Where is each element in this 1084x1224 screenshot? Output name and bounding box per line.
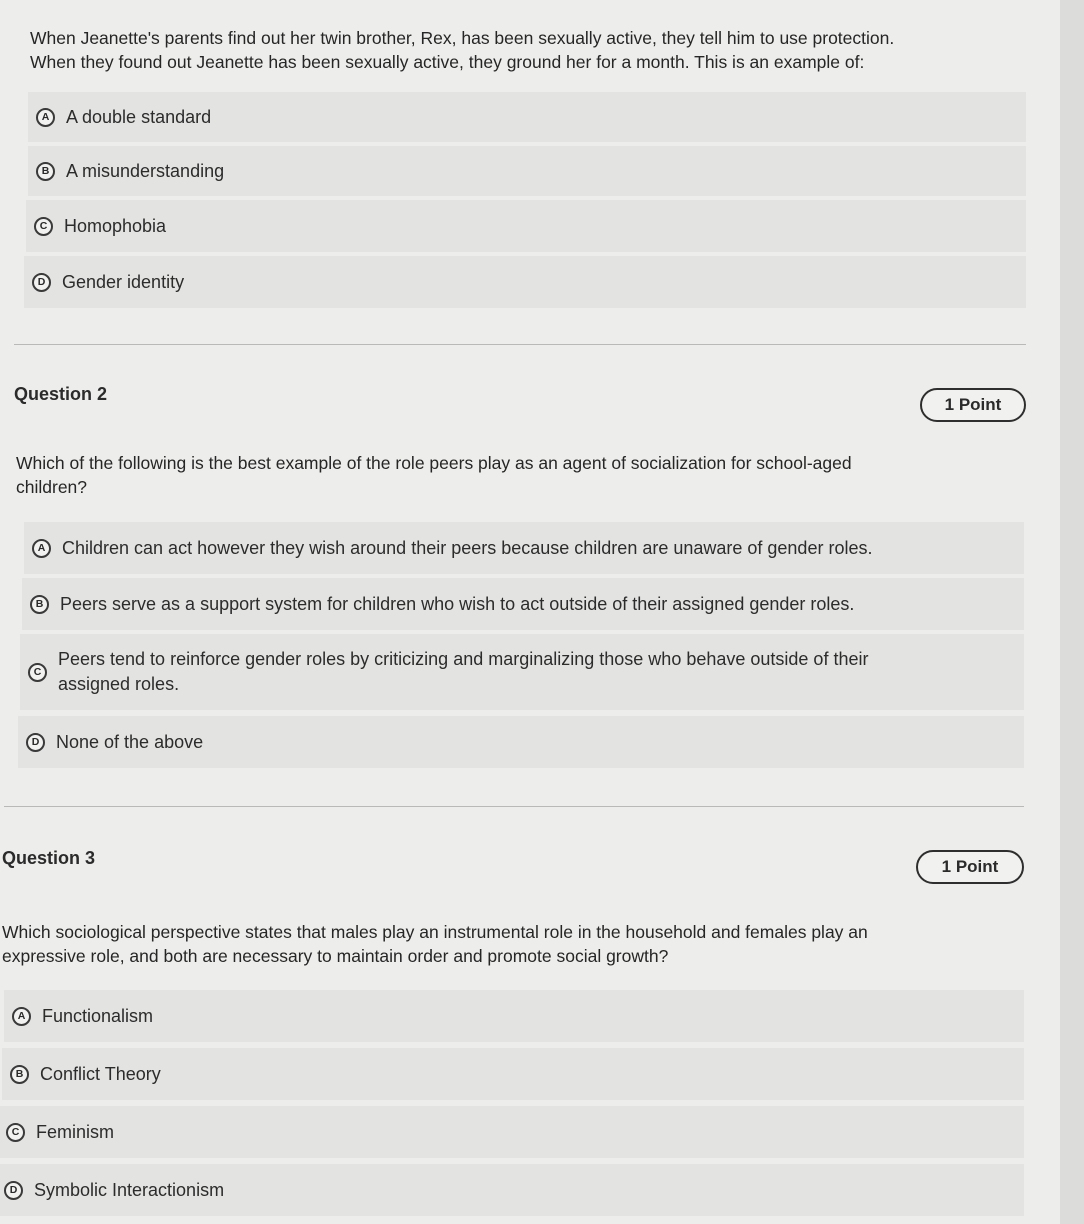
q3-choice-d[interactable] — [0, 1164, 1024, 1216]
q1-choice-d[interactable] — [24, 256, 1026, 308]
q1-choice-b[interactable] — [28, 146, 1026, 196]
q3-choice-c-label: Feminism — [36, 1121, 115, 1142]
q3-stem-line-1: Which sociological perspective states that males play an instrumental role in the household and females play an — [2, 922, 868, 942]
q2-choice-b[interactable] — [22, 578, 1024, 630]
q2-choice-b-label: Peers serve as a support system for children who wish to act outside of their assigned gender roles. — [60, 593, 855, 614]
q2-choice-b-radio[interactable]: B — [30, 595, 49, 614]
q2-stem — [16, 451, 852, 499]
q2-choice-c-radio[interactable]: C — [28, 663, 47, 682]
q3-choice-a-radio[interactable]: A — [12, 1007, 31, 1026]
q2-title: Question 2 — [14, 384, 108, 404]
q1-choice-a[interactable] — [28, 92, 1026, 142]
q2-choice-d-label: None of the above — [56, 731, 204, 752]
q2-divider — [4, 806, 1024, 807]
q3-choice-a-label: Functionalism — [42, 1005, 154, 1026]
q1-divider — [14, 344, 1026, 345]
q1-stem-line-1: When Jeanette's parents find out her twin brother, Rex, has been sexually active, they tell him to use protection. — [30, 28, 895, 48]
q3-choice-c[interactable] — [0, 1106, 1024, 1158]
q1-choice-b-radio[interactable]: B — [36, 162, 55, 181]
right-edge-shadow — [1060, 0, 1084, 1224]
q1-choice-d-label: Gender identity — [62, 271, 185, 292]
q2-choice-a-label: Children can act however they wish around their peers because children are unaware of gender roles. — [62, 537, 873, 558]
q2-choice-c-label-line-2: assigned roles. — [58, 674, 180, 694]
q3-choice-c-radio[interactable]: C — [6, 1123, 25, 1142]
q2-choice-c-label-line-1: Peers tend to reinforce gender roles by criticizing and marginalizing those who behave outside of their — [58, 649, 869, 669]
q1-stem — [30, 26, 894, 74]
q1-stem-line-2: When they found out Jeanette has been sexually active, they ground her for a month. This is an example of: — [30, 52, 865, 72]
q3-points-badge: 1 Point — [916, 850, 1024, 884]
q3-choice-b[interactable] — [2, 1048, 1024, 1100]
q3-title: Question 3 — [2, 848, 96, 868]
q3-stem — [2, 920, 868, 968]
q2-stem-line-1: Which of the following is the best example of the role peers play as an agent of socialization for school-aged — [16, 453, 852, 473]
q3-choice-b-radio[interactable]: B — [10, 1065, 29, 1084]
q2-choice-a-radio[interactable]: A — [32, 539, 51, 558]
q1-choice-d-radio[interactable]: D — [32, 273, 51, 292]
q2-choice-c-label — [58, 647, 868, 697]
q3-choice-d-radio[interactable]: D — [4, 1181, 23, 1200]
q3-stem-line-2: expressive role, and both are necessary to maintain order and promote social growth? — [2, 946, 669, 966]
q1-choice-a-radio[interactable]: A — [36, 108, 55, 127]
q2-choice-a[interactable] — [24, 522, 1024, 574]
q2-choice-c[interactable] — [20, 634, 1024, 710]
q1-choice-b-label: A misunderstanding — [66, 160, 225, 181]
q1-choice-a-label: A double standard — [66, 106, 212, 127]
q2-choice-d[interactable] — [18, 716, 1024, 768]
q2-points-badge: 1 Point — [920, 388, 1026, 422]
q3-choice-b-label: Conflict Theory — [40, 1063, 161, 1084]
q2-choice-d-radio[interactable]: D — [26, 733, 45, 752]
q2-stem-line-2: children? — [16, 477, 88, 497]
q1-choice-c-label: Homophobia — [64, 215, 167, 236]
q3-choice-d-label: Symbolic Interactionism — [34, 1179, 225, 1200]
q1-choice-c[interactable] — [26, 200, 1026, 252]
q1-choice-c-radio[interactable]: C — [34, 217, 53, 236]
q3-choice-a[interactable] — [4, 990, 1024, 1042]
